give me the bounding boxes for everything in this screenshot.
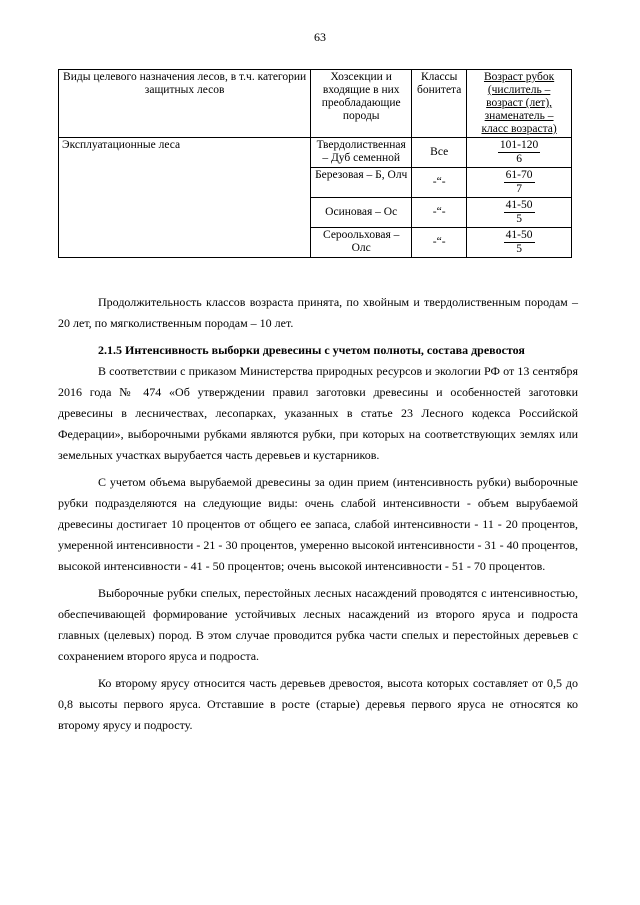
paragraph-age-classes: Продолжительность классов возраста принята, по хвойным и твердолиственным породам – 20 лет, по мягколиственным породам – 10 лет. [58,295,578,330]
age-class: 5 [516,213,522,225]
table-row [59,138,572,168]
section-cell: Березовая – Б, Олч [311,168,412,198]
body-text [58,292,578,736]
bonitet-cell: Все [412,138,467,168]
age-cell [467,168,572,198]
header-forest-purpose: Виды целевого назначения лесов, в т.ч. категории защитных лесов [59,70,311,138]
section-heading: 2.1.5 Интенсивность выборки древесины с учетом полноты, состава древостоя [98,343,525,357]
header-bonitet: Классы бонитета [412,70,467,138]
age-years: 41-50 [505,199,533,211]
age-years: 101-120 [499,139,539,151]
bonitet-cell: -“- [412,168,467,198]
age-class: 6 [516,153,522,165]
section-cell: Сероольховая – Олс [311,228,412,258]
age-cell [467,198,572,228]
section-cell: Осиновая – Ос [311,198,412,228]
page-number: 63 [314,30,326,44]
cutting-age-table [58,69,572,258]
age-cell [467,138,572,168]
category-cell: Эксплуатационные леса [59,138,311,258]
paragraph-selective-cutting: Выборочные рубки спелых, перестойных лесных насаждений проводятся с интенсивностью, обеспечивающей формирование устойчивых лесных насаждений из второго яруса и подроста главных (целевых) пород. В этом случае проводится рубка части спелых и перестойных деревьев с сохранением второго яруса и подроста. [58,586,578,663]
header-cutting-age: Возраст рубок (числитель – возраст (лет), знаменатель – класс возраста) [467,70,572,138]
age-class: 7 [516,183,522,195]
age-years: 41-50 [505,229,533,241]
age-years: 61-70 [505,169,533,181]
age-class: 5 [516,243,522,255]
age-cell [467,228,572,258]
bonitet-cell: -“- [412,198,467,228]
paragraph-order: В соответствии с приказом Министерства природных ресурсов и экологии РФ от 13 сентября 2016 года № 474 «Об утверждении правил заготовки древесины и особенностей заготовки древесины в лесничествах, лесопарках, указанных в статье 23 Лесного кодекса Российской Федерации», выборочными рубками являются рубки, при которых на соответствующих землях или земельных участках вырубается часть деревьев и кустарников. [58,364,578,462]
header-sections: Хозсекции и входящие в них преобладающие породы [311,70,412,138]
section-cell: Твердолиственная – Дуб семенной [311,138,412,168]
paragraph-intensity: С учетом объема вырубаемой древесины за один прием (интенсивность рубки) выборочные рубки подразделяются на следующие виды: очень слабой интенсивности - объем вырубаемой древесины достигает 10 процентов от общего ее запаса, слабой интенсивности - 11 - 20 процентов, умеренной интенсивности - 21 - 30 процентов, умеренно высокой интенсивности - 31 - 40 процентов, высокой интенсивности - 41 - 50 процентов; очень высокой интенсивности - 51 - 70 процентов. [58,475,578,573]
bonitet-cell: -“- [412,228,467,258]
table-header-row [59,70,572,138]
paragraph-second-tier: Ко второму ярусу относится часть деревьев древостоя, высота которых составляет от 0,5 до 0,8 высоты первого яруса. Отставшие в росте (старые) деревья первого яруса не относятся ко второму ярусу и подросту. [58,676,578,732]
